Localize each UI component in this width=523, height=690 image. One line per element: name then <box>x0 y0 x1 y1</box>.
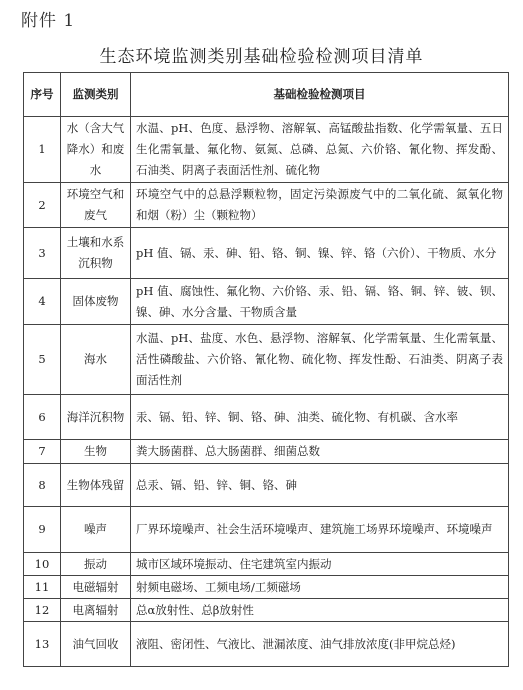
row-items: 粪大肠菌群、总大肠菌群、细菌总数 <box>131 440 509 464</box>
row-category: 环境空气和废气 <box>61 183 131 228</box>
row-number: 7 <box>24 440 61 464</box>
row-category: 海水 <box>61 325 131 395</box>
test-items-table <box>23 72 509 667</box>
table-row <box>24 507 509 553</box>
header-serial-number: 序号 <box>24 73 61 117</box>
table-row <box>24 183 509 228</box>
table-row <box>24 395 509 440</box>
row-number: 8 <box>24 464 61 507</box>
table-row <box>24 622 509 667</box>
row-category: 电离辐射 <box>61 599 131 622</box>
row-category: 土壤和水系沉积物 <box>61 228 131 279</box>
table-row <box>24 117 509 183</box>
table-row <box>24 599 509 622</box>
row-number: 5 <box>24 325 61 395</box>
row-category: 固体废物 <box>61 279 131 325</box>
row-category: 振动 <box>61 553 131 576</box>
header-test-items: 基础检验检测项目 <box>131 73 509 117</box>
row-items: 总汞、镉、铅、锌、铜、铬、砷 <box>131 464 509 507</box>
row-category: 油气回收 <box>61 622 131 667</box>
row-number: 13 <box>24 622 61 667</box>
table-row <box>24 440 509 464</box>
row-number: 9 <box>24 507 61 553</box>
row-items: 射频电磁场、工频电场/工频磁场 <box>131 576 509 599</box>
row-number: 12 <box>24 599 61 622</box>
row-number: 4 <box>24 279 61 325</box>
row-items: 总α放射性、总β放射性 <box>131 599 509 622</box>
row-category: 生物体残留 <box>61 464 131 507</box>
row-number: 2 <box>24 183 61 228</box>
row-items: 厂界环境噪声、社会生活环境噪声、建筑施工场界环境噪声、环境噪声 <box>131 507 509 553</box>
row-items: 环境空气中的总悬浮颗粒物，固定污染源废气中的二氧化硫、氮氧化物和烟（粉）尘（颗粒物） <box>131 183 509 228</box>
row-category: 生物 <box>61 440 131 464</box>
row-items: pH 值、镉、汞、砷、铅、铬、铜、镍、锌、铬（六价）、干物质、水分 <box>131 228 509 279</box>
row-number: 1 <box>24 117 61 183</box>
row-items: 城市区域环境振动、住宅建筑室内振动 <box>131 553 509 576</box>
row-items: 液阻、密闭性、气液比、泄漏浓度、油气排放浓度(非甲烷总烃) <box>131 622 509 667</box>
row-category: 水（含大气降水）和废水 <box>61 117 131 183</box>
row-items: 水温、pH、色度、悬浮物、溶解氧、高锰酸盐指数、化学需氧量、五日生化需氧量、氟化物、氨氮、总磷、总氮、六价铬、氰化物、挥发酚、石油类、阴离子表面活性剂、硫化物 <box>131 117 509 183</box>
table-row <box>24 576 509 599</box>
table-row <box>24 228 509 279</box>
row-items: pH 值、腐蚀性、氟化物、六价铬、汞、铅、镉、铬、铜、锌、铍、钡、镍、砷、水分含量、干物质含量 <box>131 279 509 325</box>
table-header-row <box>24 73 509 117</box>
table-row <box>24 464 509 507</box>
table-row <box>24 553 509 576</box>
row-category: 电磁辐射 <box>61 576 131 599</box>
row-number: 6 <box>24 395 61 440</box>
attachment-label: 附件 1 <box>21 11 76 31</box>
row-category: 噪声 <box>61 507 131 553</box>
document-title: 生态环境监测类别基础检验检测项目清单 <box>99 47 424 67</box>
row-items: 汞、镉、铅、锌、铜、铬、砷、油类、硫化物、有机碳、含水率 <box>131 395 509 440</box>
table-row <box>24 325 509 395</box>
row-number: 3 <box>24 228 61 279</box>
header-monitoring-category: 监测类别 <box>61 73 131 117</box>
table-row <box>24 279 509 325</box>
row-category: 海洋沉积物 <box>61 395 131 440</box>
row-number: 10 <box>24 553 61 576</box>
row-items: 水温、pH、盐度、水色、悬浮物、溶解氧、化学需氧量、生化需氧量、活性磷酸盐、六价铬、氰化物、硫化物、挥发性酚、石油类、阴离子表面活性剂 <box>131 325 509 395</box>
row-number: 11 <box>24 576 61 599</box>
